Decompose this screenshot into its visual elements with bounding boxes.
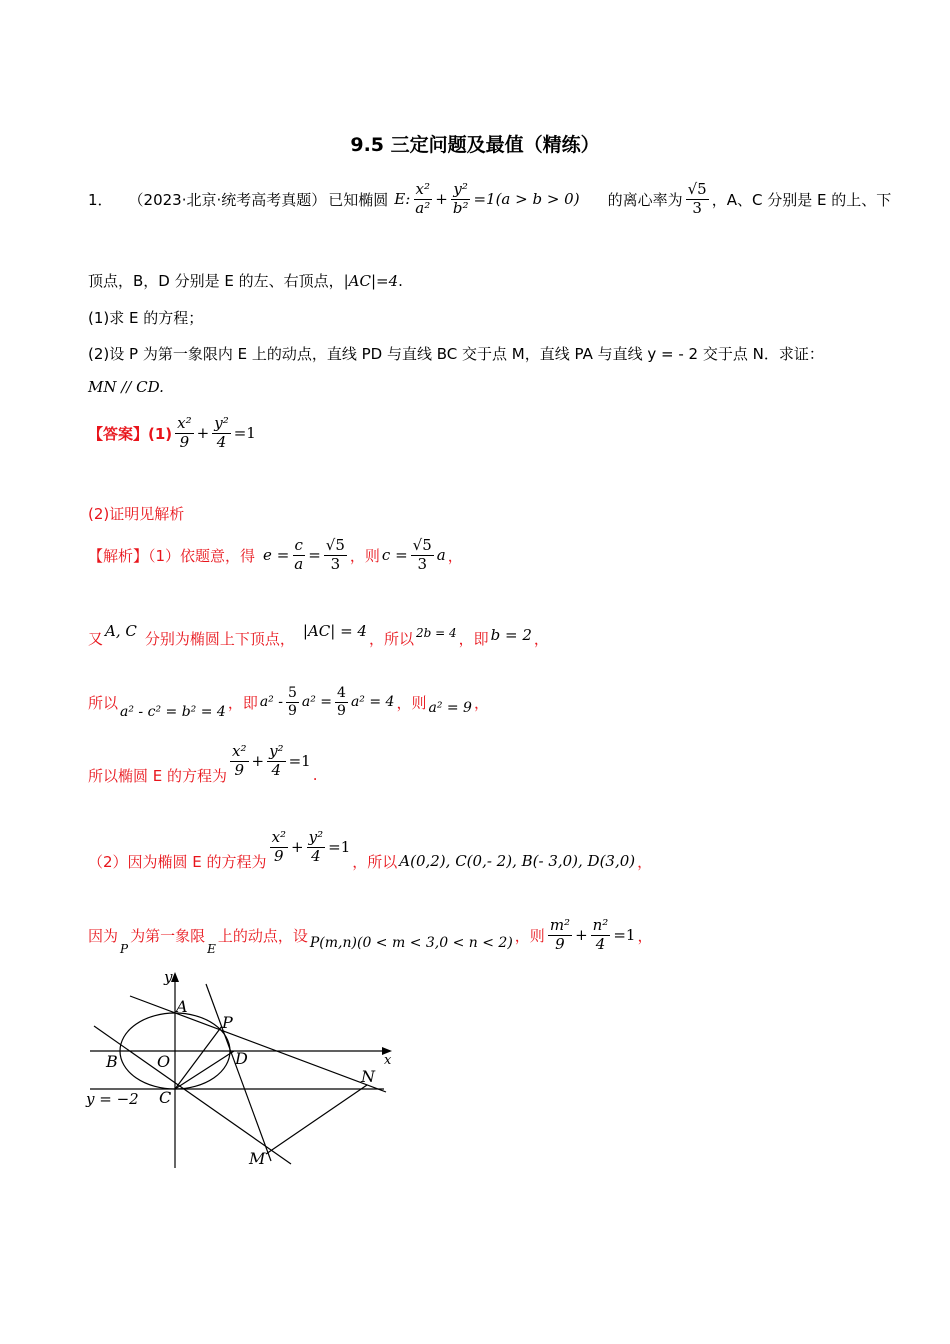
- text-ie: ，即: [227, 693, 258, 712]
- analysis-line-5: [88, 828, 653, 871]
- label-a: A: [176, 997, 188, 1016]
- text-then: ，则: [396, 693, 427, 712]
- c-over-a-frac: $\frac{c}{a}$: [294, 536, 304, 573]
- question-2-end: MN // CD.: [88, 378, 164, 396]
- comma: ，: [637, 852, 653, 871]
- ellipse-y-frac: $\frac{\text{y²}}{4}$: [308, 828, 324, 865]
- text-moving-point: 上的动点，设: [217, 926, 308, 945]
- ellipse-x-frac: $\frac{\text{x²}}{9}$: [271, 828, 287, 865]
- line-mn: [266, 1085, 367, 1154]
- ellipse-x-frac: $\frac{\text{x²}}{\text{a²}}$: [415, 180, 431, 217]
- analysis-line-3: [88, 685, 489, 721]
- plus-sign: +: [435, 190, 448, 209]
- label-b: B: [106, 1052, 118, 1071]
- c-rhs: a: [436, 546, 446, 565]
- plus-sign: +: [575, 926, 588, 945]
- plus-sign: +: [196, 424, 210, 443]
- text-then: ，则: [514, 926, 545, 945]
- label-d: D: [235, 1049, 248, 1068]
- answer-rhs: =1: [233, 424, 256, 443]
- e-lhs: e =: [263, 546, 290, 565]
- eq-a-c-b: a² - c² = b² = 4: [120, 704, 226, 721]
- text-ie: ，即: [458, 630, 489, 648]
- c-frac: $\frac{√5}{3}$: [412, 536, 432, 573]
- label-m: M: [249, 1149, 266, 1168]
- label-line-y-minus-2: y = −2: [86, 1090, 139, 1108]
- ellipse-lhs: E:: [394, 190, 411, 209]
- label-y: y: [164, 968, 173, 986]
- text-first-quadrant: 为第一象限: [130, 926, 206, 945]
- text-because: （2）因为椭圆 E 的方程为: [88, 852, 267, 871]
- analysis-line-6: [88, 916, 653, 957]
- text-ellipse-eq: 所以椭圆 E 的方程为: [88, 766, 228, 785]
- points-ac: A, C: [105, 621, 137, 640]
- vertex-coordinates: A(0,2), C(0,- 2), B(- 3,0), D(3,0): [399, 852, 636, 871]
- label-x: x: [384, 1053, 392, 1068]
- text-so: ，所以: [368, 630, 414, 648]
- page-title: 9.5 三定问题及最值（精练）: [350, 134, 600, 156]
- problem-text-3: ，A、C 分别是 E 的上、下: [711, 190, 892, 209]
- ellipse-y-frac: $\frac{\text{y²}}{\text{b²}}$: [452, 180, 469, 217]
- eq-a2: a² -: [259, 694, 283, 711]
- text-so: 所以: [88, 693, 119, 712]
- problem-line-2: [88, 270, 403, 291]
- comma: ，: [447, 546, 463, 565]
- frac-4-9: $\frac{4}{9}$: [337, 685, 346, 719]
- comma: ，: [473, 693, 489, 712]
- ellipse-e: E: [207, 942, 216, 957]
- sqrt5-over-3-frac: $\frac{√5}{3}$: [325, 536, 345, 573]
- ellipse-x-frac: $\frac{\text{x²}}{9}$: [232, 742, 247, 779]
- label-n: N: [361, 1067, 375, 1086]
- question-2: (2)设 P 为第一象限内 E 上的动点，直线 PD 与直线 BC 交于点 M，直线 PA 与直线 y = - 2 交于点 N．求证：: [88, 345, 824, 363]
- answer-y-frac: $\frac{\text{y²}}{4}$: [214, 414, 229, 451]
- answer-line-1: [88, 416, 256, 451]
- answer-x-frac: $\frac{\text{x²}}{9}$: [177, 414, 192, 451]
- problem-source: （2023·北京·统考高考真题）: [128, 190, 327, 209]
- text-because: 因为: [88, 926, 119, 945]
- equals: =: [308, 546, 321, 565]
- ellipse-y-frac: $\frac{\text{y²}}{4}$: [269, 742, 284, 779]
- b-value: b = 2: [490, 625, 532, 644]
- period: .: [312, 766, 318, 785]
- p-definition: P(m,n)(0 < m < 3,0 < n < 2): [309, 935, 513, 952]
- problem-line-1: [88, 182, 891, 217]
- line-cp: [175, 1026, 222, 1089]
- plus-sign: +: [291, 838, 304, 857]
- analysis-label: 【解析】（1）依题意，得: [88, 546, 256, 565]
- eq-mid: a² =: [301, 694, 333, 711]
- plus-sign: +: [251, 752, 265, 771]
- analysis-line-1: [88, 538, 463, 573]
- line-pd: [206, 984, 271, 1161]
- problem-text-1: 已知椭圆: [328, 190, 389, 209]
- label-o: O: [157, 1052, 171, 1071]
- then-text: ，则: [349, 546, 380, 565]
- two-b: 2b = 4: [415, 625, 457, 640]
- analysis-line-2: [88, 621, 549, 649]
- point-p: P: [120, 942, 129, 957]
- question-1: (1)求 E 的方程；: [88, 309, 204, 327]
- eccentricity-frac: $\frac{√5}{3}$: [687, 180, 707, 217]
- problem-number: 1．: [88, 190, 113, 209]
- a-squared-9: a² = 9: [428, 700, 472, 717]
- ac-abs: |AC| = 4: [302, 621, 367, 640]
- analysis-line-4: [88, 742, 318, 785]
- m-frac: $\frac{\text{m²}}{9}$: [549, 916, 571, 953]
- period: .: [398, 272, 403, 290]
- label-c: C: [159, 1088, 172, 1107]
- eq-post: a² = 4: [350, 694, 395, 711]
- comma: ，: [637, 926, 653, 945]
- text-you: 又: [88, 630, 104, 648]
- label-p: P: [222, 1013, 233, 1032]
- text-so: ，所以: [352, 852, 398, 871]
- problem-line-2-text: 顶点，B，D 分别是 E 的左、右顶点，: [88, 272, 344, 290]
- rhs: =1: [613, 926, 636, 945]
- ellipse-rhs: =1(a > b > 0): [473, 190, 580, 209]
- text-vertices: 分别为椭圆上下顶点，: [144, 630, 295, 648]
- rhs: =1: [288, 752, 311, 771]
- answer-label: 【答案】(1): [88, 424, 173, 443]
- comma: ，: [533, 630, 549, 648]
- rhs: =1: [328, 838, 351, 857]
- ac-length: |AC|=4: [343, 272, 399, 290]
- geometry-figure: [84, 968, 394, 1173]
- frac-5-9: $\frac{5}{9}$: [287, 685, 297, 719]
- n-frac: $\frac{\text{n²}}{4}$: [592, 916, 609, 953]
- problem-text-2: 的离心率为: [607, 190, 683, 209]
- c-lhs: c =: [381, 546, 408, 565]
- answer-part-2: (2)证明见解析: [88, 505, 185, 523]
